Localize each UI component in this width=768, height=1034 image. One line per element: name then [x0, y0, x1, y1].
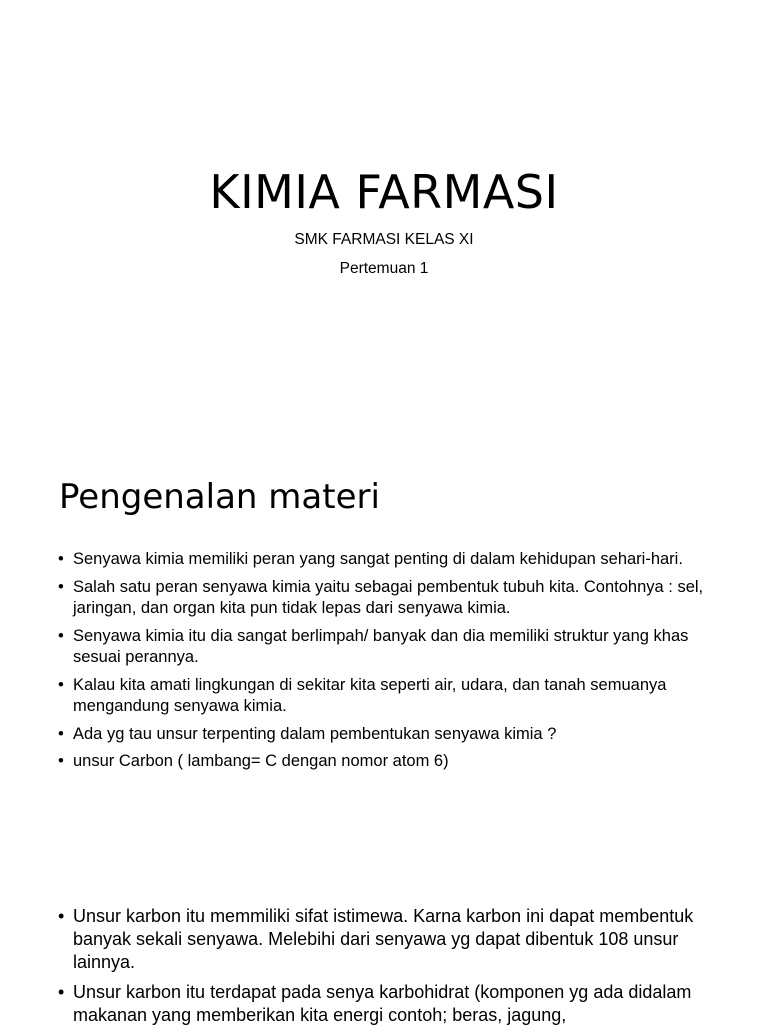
- slide-subtitle-class: SMK FARMASI KELAS XI: [294, 231, 474, 248]
- bullet-list: [57, 549, 717, 779]
- carbon-slide: [0, 862, 768, 1024]
- bullet-item: • Senyawa kimia memiliki peran yang sangat penting di dalam kehidupan sehari-hari.: [57, 549, 717, 571]
- bullet-item: • unsur Carbon ( lambang= C dengan nomor atom 6): [57, 751, 717, 773]
- bullet-list: [57, 905, 717, 1034]
- intro-slide: [0, 432, 768, 862]
- bullet-item: • Kalau kita amati lingkungan di sekitar kita seperti air, udara, dan tanah semuanya mengandung senyawa kimia.: [57, 675, 717, 718]
- title-slide: [0, 0, 768, 432]
- slide-subtitle-meeting: Pertemuan 1: [339, 260, 429, 277]
- bullet-item: • Unsur karbon itu terdapat pada senya karbohidrat (komponen yg ada didalam makanan yang memberikan kita energi contoh; beras, jagung,: [57, 981, 717, 1027]
- bullet-item: • Senyawa kimia itu dia sangat berlimpah/ banyak dan dia memiliki struktur yang khas sesuai perannya.: [57, 626, 717, 669]
- bullet-item: • Ada yg tau unsur terpenting dalam pembentukan senyawa kimia ?: [57, 724, 717, 746]
- slide-title: KIMIA FARMASI: [209, 165, 559, 219]
- bullet-item: • Salah satu peran senyawa kimia yaitu sebagai pembentuk tubuh kita. Contohnya : sel, jaringan, dan organ kita pun tidak lepas dari senyawa kimia.: [57, 577, 717, 620]
- bullet-item: • Unsur karbon itu memmiliki sifat istimewa. Karna karbon ini dapat membentuk banyak sekali senyawa. Melebihi dari senyawa yg dapat dibentuk 108 unsur lainnya.: [57, 905, 717, 974]
- slide-heading: Pengenalan materi: [59, 477, 380, 517]
